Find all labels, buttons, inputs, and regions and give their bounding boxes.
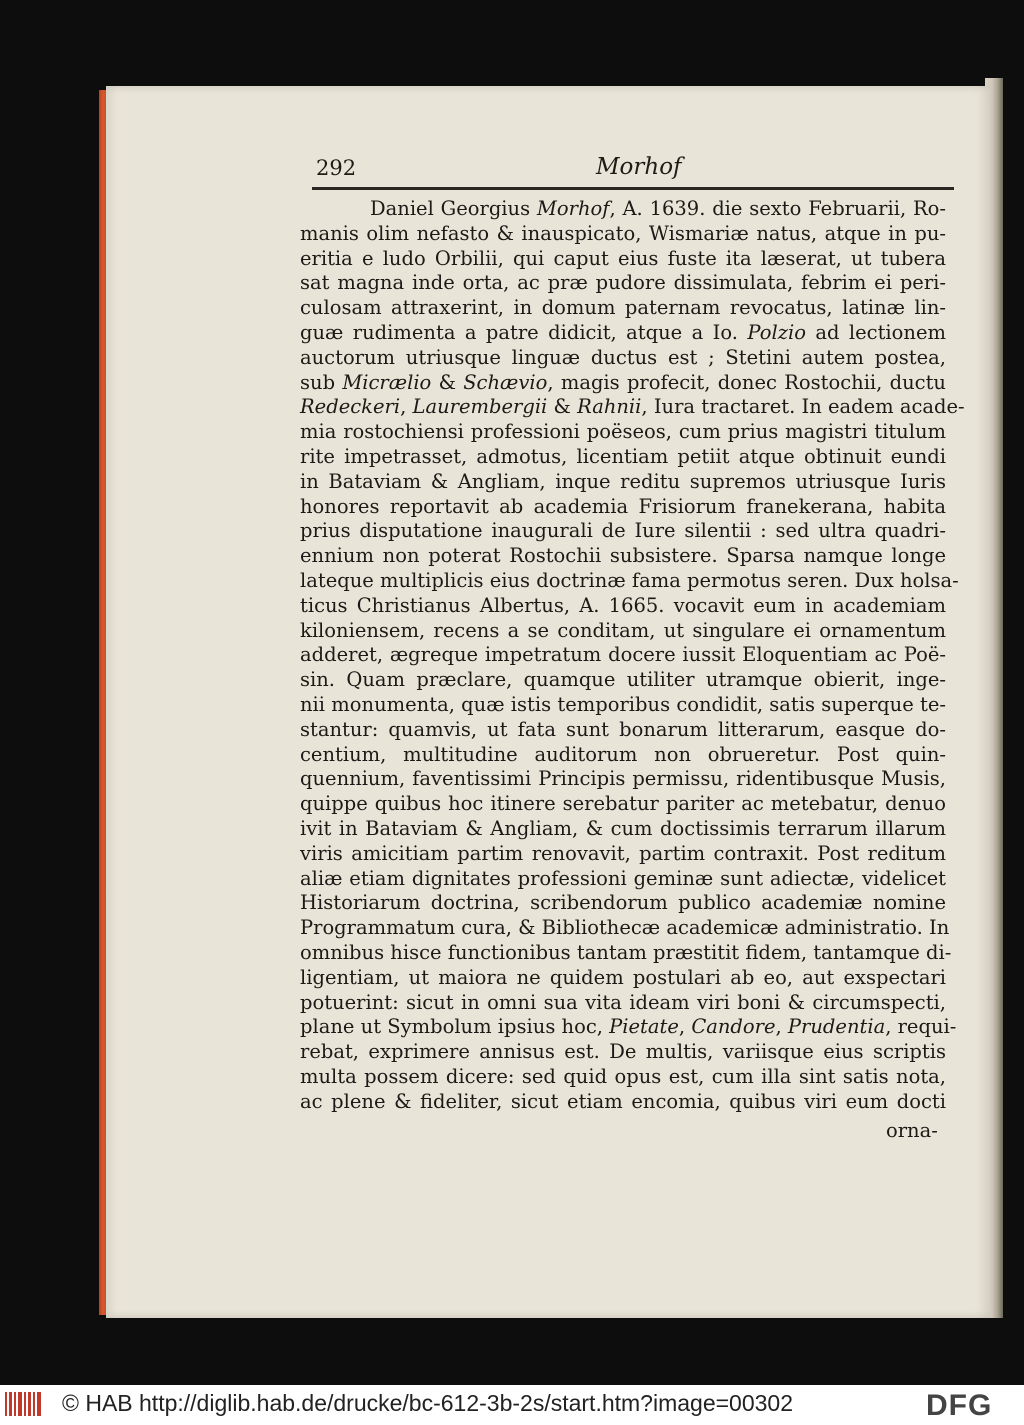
text-run: manis olim nefasto & inauspicato, Wismariæ natus, atque in pu-	[300, 221, 946, 245]
text-run: nii monumenta, quæ istis temporibus condidit, satis superque te-	[300, 693, 946, 716]
text-run: rebat, exprimere annisus est. De multis, variisque eius scriptis	[300, 1040, 946, 1064]
text-run: sat magna inde orta, ac præ pudore dissimulata, febrim ei peri-	[300, 271, 946, 295]
text-run: aliæ etiam dignitates professioni geminæ sunt adiectæ, videlicet	[300, 866, 946, 890]
italic-name: Candore	[691, 1015, 776, 1039]
text-run: , Iura tractaret. In eadem acade-	[641, 395, 965, 419]
text-run: ticus Christianus Albertus, A. 1665. vocavit eum in academiam	[300, 593, 946, 617]
text-line	[300, 568, 959, 594]
text-run: ivit in Bataviam & Angliam, & cum doctissimis terrarum illarum	[300, 817, 946, 840]
text-run: omnibus hisce functionibus tantam præstitit fidem, tantamque di-	[300, 941, 952, 964]
text-line	[300, 518, 946, 544]
text-line	[300, 990, 946, 1016]
text-line	[300, 370, 946, 396]
text-run: ,	[775, 1015, 788, 1039]
text-line	[300, 866, 946, 892]
text-line	[300, 915, 950, 941]
text-line	[300, 791, 946, 817]
text-line	[300, 642, 946, 668]
italic-name: Pietate	[609, 1015, 679, 1039]
text-line	[300, 742, 946, 768]
text-run: culosam attraxerint, in domum paternam revocatus, latinæ lin-	[300, 296, 946, 320]
text-run: Daniel Georgius	[370, 197, 537, 220]
text-run: &	[547, 395, 578, 419]
text-run: eritia e ludo Orbilii, qui caput eius fuste ita læserat, ut tubera	[300, 246, 946, 270]
text-run: , magis profecit, donec Rostochii, ductu	[547, 370, 946, 394]
text-run: prius disputatione inaugurali de Iure silentii : sed ultra quadri-	[300, 519, 946, 543]
text-line	[300, 692, 946, 718]
text-line	[300, 717, 946, 743]
text-line	[300, 270, 946, 296]
text-line	[300, 419, 946, 445]
text-line	[300, 593, 946, 619]
text-run: lateque multiplicis eius doctrinæ fama permotus seren. Dux holsa-	[300, 569, 959, 592]
text-line	[300, 345, 946, 371]
text-run: mia rostochiensi professioni poëseos, cum prius magistri titulum	[300, 420, 946, 444]
text-run: kiloniensem, recens a se conditam, ut singulare ei ornamentum	[300, 618, 946, 642]
text-run: ligentiam, ut maiora ne quidem postulari ab eo, aut exspectari	[300, 965, 946, 989]
italic-name: Polzio	[747, 321, 806, 344]
text-line	[300, 965, 946, 991]
text-line	[300, 246, 946, 272]
copyright-url: © HAB http://diglib.hab.de/drucke/bc-612-3b-2s/start.htm?image=00302	[62, 1390, 794, 1416]
text-run: auctorum utriusque linguæ ductus est ; Stetini autem postea,	[300, 345, 946, 369]
text-run: potuerint: sicut in omni sua vita ideam viri boni & circumspecti,	[300, 990, 946, 1014]
catchword: orna-	[886, 1118, 938, 1142]
text-run: , requi-	[885, 1015, 957, 1039]
page-header	[312, 150, 952, 190]
text-run: ad lectionem	[805, 321, 946, 344]
page-number: 292	[316, 156, 357, 180]
text-run: ennium non poterat Rostochii subsistere. Sparsa namque longe	[300, 544, 946, 568]
text-line	[300, 667, 946, 693]
text-line	[300, 221, 946, 247]
text-line	[300, 1064, 946, 1090]
text-line	[300, 1089, 946, 1115]
hab-barcode-logo-icon	[4, 1389, 44, 1419]
italic-name: Micrælio	[342, 370, 432, 394]
text-run: ac plene & fideliter, sicut etiam encomia, quibus viri eum docti	[300, 1089, 946, 1113]
italic-name: Redeckeri	[300, 395, 401, 419]
text-line	[300, 394, 965, 420]
italic-name: Laurembergii	[412, 395, 548, 419]
text-line	[300, 494, 946, 520]
text-run: , A. 1639. die sexto Februarii, Ro-	[609, 197, 946, 220]
text-run: sub	[300, 370, 343, 394]
text-run: viris amicitiam partim renovavit, partim contraxit. Post reditum	[300, 841, 946, 865]
text-line	[300, 766, 946, 792]
text-run: Historiarum doctrina, scribendorum publico academiæ nomine	[300, 891, 946, 915]
footer-bar	[0, 1385, 1024, 1425]
text-line	[300, 543, 946, 569]
running-head: Morhof	[596, 154, 682, 180]
text-line	[300, 890, 946, 916]
text-run: honores reportavit ab academia Frisiorum franekerana, habita	[300, 494, 946, 518]
italic-name: Rahnii	[577, 395, 642, 419]
text-run: centium, multitudine auditorum non obrueretur. Post quin-	[300, 742, 946, 766]
text-line	[300, 1039, 946, 1065]
text-run: stantur: quamvis, ut fata sunt bonarum litterarum, easque do-	[300, 717, 946, 741]
text-run: ,	[678, 1015, 692, 1039]
text-line	[300, 444, 946, 470]
text-run: plane ut Symbolum ipsius hoc,	[300, 1015, 610, 1039]
text-line	[300, 320, 946, 346]
text-run: rite impetrasset, admotus, licentiam petiit atque obtinuit eundi	[300, 445, 946, 468]
text-line	[300, 618, 946, 644]
text-run: Programmatum cura, & Bibliothecæ academicæ administratio. In	[300, 916, 950, 940]
text-run: quennium, faventissimi Principis permissu, ridentibusque Musis,	[300, 767, 946, 791]
header-rule	[312, 187, 954, 190]
text-run: adderet, ægreque impetratum docere iussit Eloquentiam ac Poë-	[300, 643, 946, 667]
dfg-logo: DFG	[926, 1389, 993, 1422]
text-run: quippe quibus hoc itinere serebatur pariter ac metebatur, denuo	[300, 792, 946, 816]
text-run: ,	[400, 395, 413, 419]
text-run: multa possem dicere: sed quid opus est, cum illa sint satis nota,	[300, 1065, 946, 1088]
text-run: in Bataviam & Angliam, inque reditu supremos utriusque Iuris	[300, 469, 946, 493]
italic-name: Morhof	[536, 197, 610, 220]
text-run: &	[431, 370, 464, 394]
text-line	[300, 940, 952, 966]
text-line	[300, 469, 946, 495]
text-run: sin. Quam præclare, quamque utiliter utramque obierit, inge-	[300, 668, 946, 692]
text-line	[300, 1014, 957, 1040]
text-line	[300, 295, 946, 321]
text-run: guæ rudimenta a patre didicit, atque a Io.	[300, 321, 748, 344]
text-line	[300, 816, 946, 842]
italic-name: Prudentia	[787, 1015, 886, 1039]
text-line	[370, 196, 946, 222]
text-line	[300, 841, 946, 867]
italic-name: Schævio	[463, 370, 548, 394]
